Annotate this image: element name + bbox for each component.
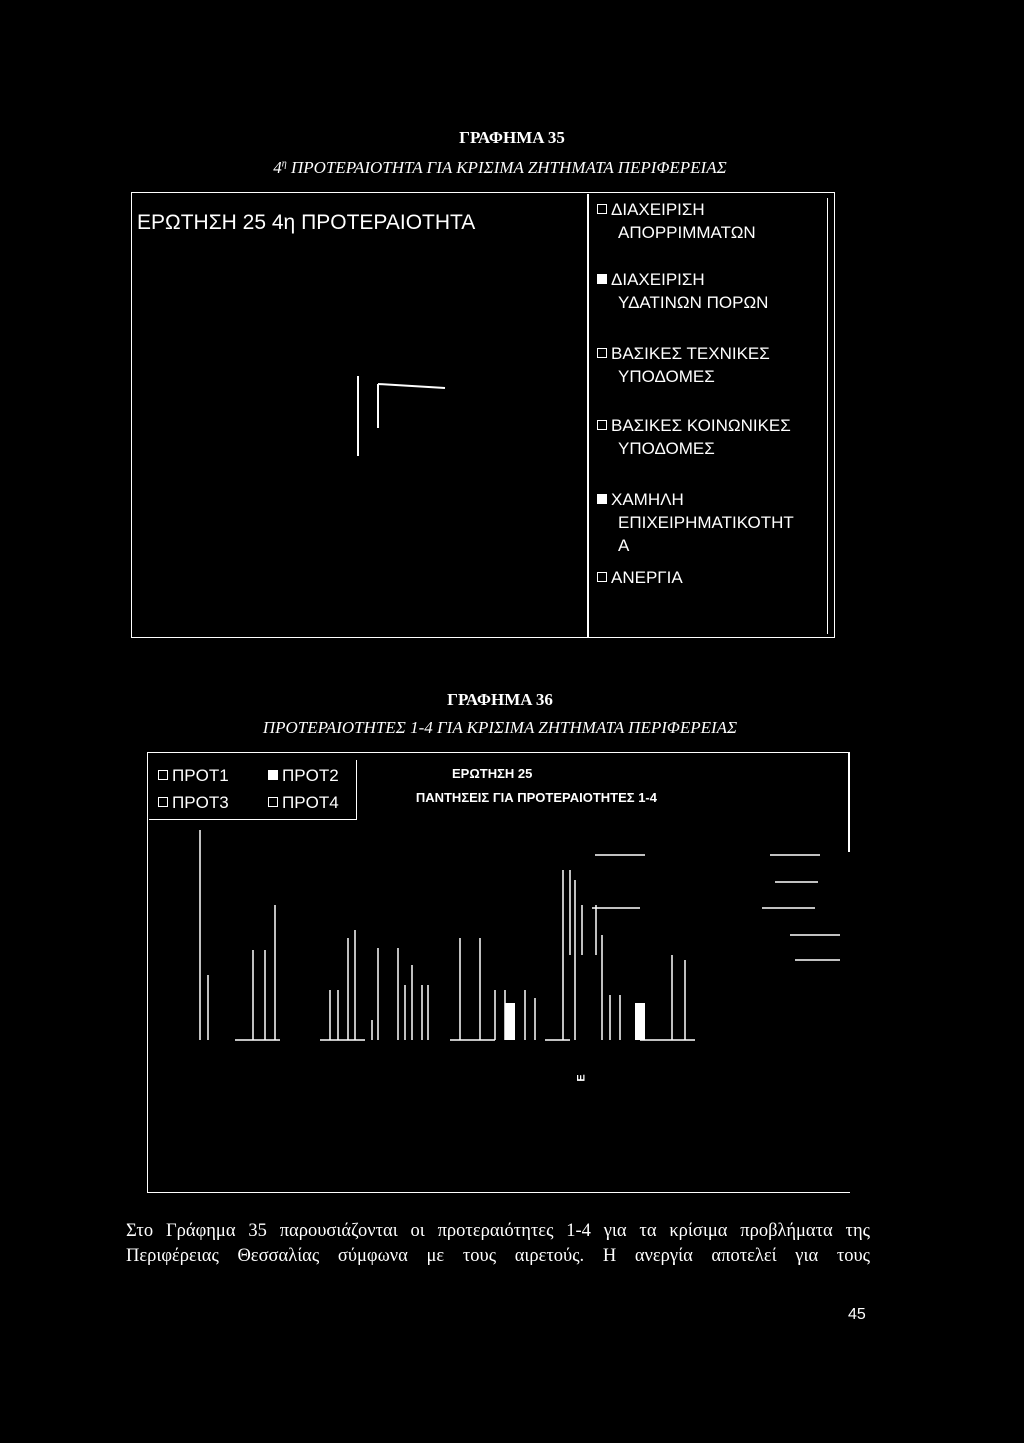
legend-marker-hollow bbox=[597, 420, 607, 430]
figure-35-chart-title: ΕΡΩΤΗΣΗ 25 4η ΠΡΟΤΕΡΑΙΟΤΗΤΑ bbox=[137, 211, 476, 234]
legend-item-prot3 bbox=[158, 791, 229, 814]
legend-item-prot1 bbox=[158, 764, 229, 787]
subtitle-number: 4 bbox=[273, 158, 282, 177]
legend-marker-solid bbox=[268, 770, 278, 780]
figure-35-plot-lines bbox=[350, 368, 470, 458]
legend-label: ΠΡΟΤ2 bbox=[282, 766, 339, 785]
subtitle-sup: η bbox=[281, 158, 287, 170]
figure-35-title: ΓΡΑΦΗΜΑ 35 bbox=[459, 128, 565, 147]
body-paragraph bbox=[126, 1219, 870, 1269]
figure-36-plot-lines bbox=[150, 820, 850, 1060]
legend-label: ΒΑΣΙΚΕΣ ΤΕΧΝΙΚΕΣ bbox=[611, 344, 770, 363]
legend-label: ΕΠΙΧΕΙΡΗΜΑΤΙΚΟΤΗΤ bbox=[618, 513, 794, 532]
legend-item-prot2 bbox=[268, 764, 339, 787]
figure-35-subtitle bbox=[0, 158, 1000, 178]
legend-label: Α bbox=[618, 536, 630, 555]
page-number: 45 bbox=[848, 1306, 866, 1323]
figure-36-chart-title-line1: ΕΡΩΤΗΣΗ 25 bbox=[452, 766, 533, 781]
legend-label: ΒΑΣΙΚΕΣ ΚΟΙΝΩΝΙΚΕΣ bbox=[611, 416, 791, 435]
legend-item-prot4 bbox=[268, 791, 339, 814]
subtitle-text: ΠΡΟΤΕΡΑΙΟΤΗΤΑ ΓΙΑ ΚΡΙΣΙΜΑ ΖΗΤΗΜΑΤΑ ΠΕΡΙΦΕΡΕΙΑΣ bbox=[286, 158, 727, 177]
plot-horizontal-stroke bbox=[378, 384, 445, 388]
legend-label: ΠΡΟΤ3 bbox=[172, 793, 229, 812]
figure-35-legend-divider bbox=[587, 194, 589, 638]
figure-36-subtitle: ΠΡΟΤΕΡΑΙΟΤΗΤΕΣ 1-4 ΓΙΑ ΚΡΙΣΙΜΑ ΖΗΤΗΜΑΤΑ ΠΕΡΙΦΕΡΕΙΑΣ bbox=[262, 718, 738, 737]
figure-36-axis-fragment: Ε bbox=[575, 1074, 588, 1082]
legend-marker-hollow bbox=[268, 797, 278, 807]
chart-title-text: ΠΑΝΤΗΣΕΙΣ ΓΙΑ ΠΡΟΤΕΡΑΙΟΤΗΤΕΣ 1-4 bbox=[415, 790, 657, 805]
figure-36-legend bbox=[158, 764, 358, 820]
legend-label: ΥΔΑΤΙΝΩΝ ΠΟΡΩΝ bbox=[618, 293, 769, 312]
legend-item-social bbox=[597, 414, 791, 460]
plot-solid-block bbox=[505, 1003, 515, 1040]
legend-label: ΥΠΟΔΟΜΕΣ bbox=[618, 367, 715, 386]
plot-solid-block bbox=[635, 1003, 645, 1040]
legend-marker-hollow bbox=[597, 572, 607, 582]
legend-marker-solid bbox=[597, 494, 607, 504]
legend-marker-hollow bbox=[158, 797, 168, 807]
legend-marker-hollow bbox=[597, 348, 607, 358]
legend-label: ΑΠΟΡΡΙΜΜΑΤΩΝ bbox=[618, 223, 756, 242]
legend-label: ΧΑΜΗΛΗ bbox=[611, 490, 684, 509]
legend-label: ΔΙΑΧΕΙΡΙΣΗ bbox=[611, 200, 705, 219]
legend-label: ΔΙΑΧΕΙΡΙΣΗ bbox=[611, 270, 705, 289]
legend-marker-hollow bbox=[597, 204, 607, 214]
figure-36-chart-title-line2 bbox=[357, 790, 657, 808]
legend-label: ΠΡΟΤ4 bbox=[282, 793, 339, 812]
legend-marker-solid bbox=[597, 274, 607, 284]
paragraph-line: Περιφέρειας Θεσσαλίας σύμφωνα με τους αιρετούς. Η ανεργία αποτελεί για τους bbox=[126, 1246, 870, 1266]
legend-label: ΥΠΟΔΟΜΕΣ bbox=[618, 439, 715, 458]
legend-label: ΠΡΟΤ1 bbox=[172, 766, 229, 785]
legend-marker-hollow bbox=[158, 770, 168, 780]
figure-35-frame-inner-rule bbox=[827, 198, 828, 634]
legend-item-waste bbox=[597, 198, 756, 244]
legend-item-technical bbox=[597, 342, 770, 388]
paragraph-line: Στο Γράφημα 35 παρουσιάζονται οι προτεραιότητες 1-4 για τα κρίσιμα προβλήματα της bbox=[126, 1221, 870, 1241]
legend-item-water bbox=[597, 268, 768, 314]
legend-item-entrepreneurship bbox=[597, 488, 794, 557]
legend-item-unemployment bbox=[597, 566, 683, 589]
figure-36-title: ΓΡΑΦΗΜΑ 36 bbox=[447, 690, 553, 709]
legend-label: ΑΝΕΡΓΙΑ bbox=[611, 568, 683, 587]
